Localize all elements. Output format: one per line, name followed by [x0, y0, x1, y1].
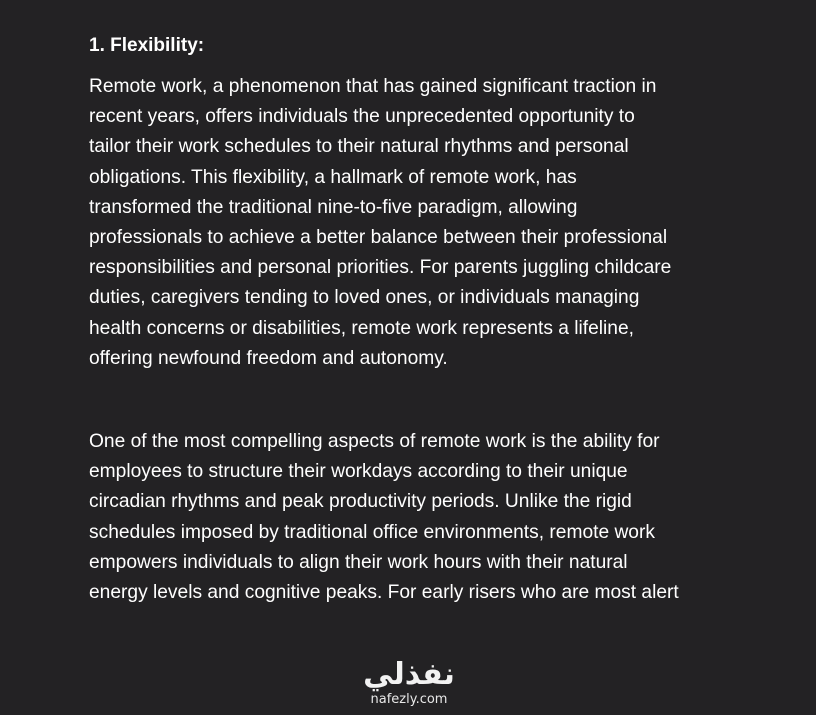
paragraph-line: recent years, offers individuals the unprecedented opportunity to — [89, 106, 635, 128]
paragraph-line: responsibilities and personal priorities. For parents juggling childcare — [89, 257, 672, 279]
paragraph-line: health concerns or disabilities, remote work represents a lifeline, — [89, 317, 634, 339]
paragraph-line: duties, caregivers tending to loved ones, or individuals managing — [89, 287, 640, 309]
paragraph-line: professionals to achieve a better balance between their professional — [89, 227, 668, 249]
paragraph-line: schedules imposed by traditional office environments, remote work — [89, 521, 655, 543]
paragraph-line: transformed the traditional nine-to-five paradigm, allowing — [89, 196, 578, 218]
paragraph-line: employees to structure their workdays according to their unique — [89, 461, 628, 483]
section-heading: 1. Flexibility: — [89, 35, 205, 56]
paragraph-line: tailor their work schedules to their natural rhythms and personal — [89, 136, 629, 158]
paragraph-line: One of the most compelling aspects of remote work is the ability for — [89, 431, 660, 452]
watermark — [355, 658, 463, 708]
watermark-url: nafezly.com — [370, 692, 448, 707]
paragraph-line: offering newfound freedom and autonomy. — [89, 347, 448, 369]
paragraph-line: empowers individuals to align their work hours with their natural — [89, 551, 628, 573]
paragraph-line: obligations. This flexibility, a hallmark of remote work, has — [89, 166, 577, 188]
paragraph-line: circadian rhythms and peak productivity periods. Unlike the rigid — [89, 491, 632, 513]
watermark-logo: نفذلي — [363, 657, 455, 692]
paragraph-2 — [89, 427, 749, 608]
paragraph-1 — [89, 72, 749, 374]
paragraph-line: Remote work, a phenomenon that has gained significant traction in — [89, 76, 657, 97]
paragraph-line: energy levels and cognitive peaks. For early risers who are most alert — [89, 582, 679, 604]
